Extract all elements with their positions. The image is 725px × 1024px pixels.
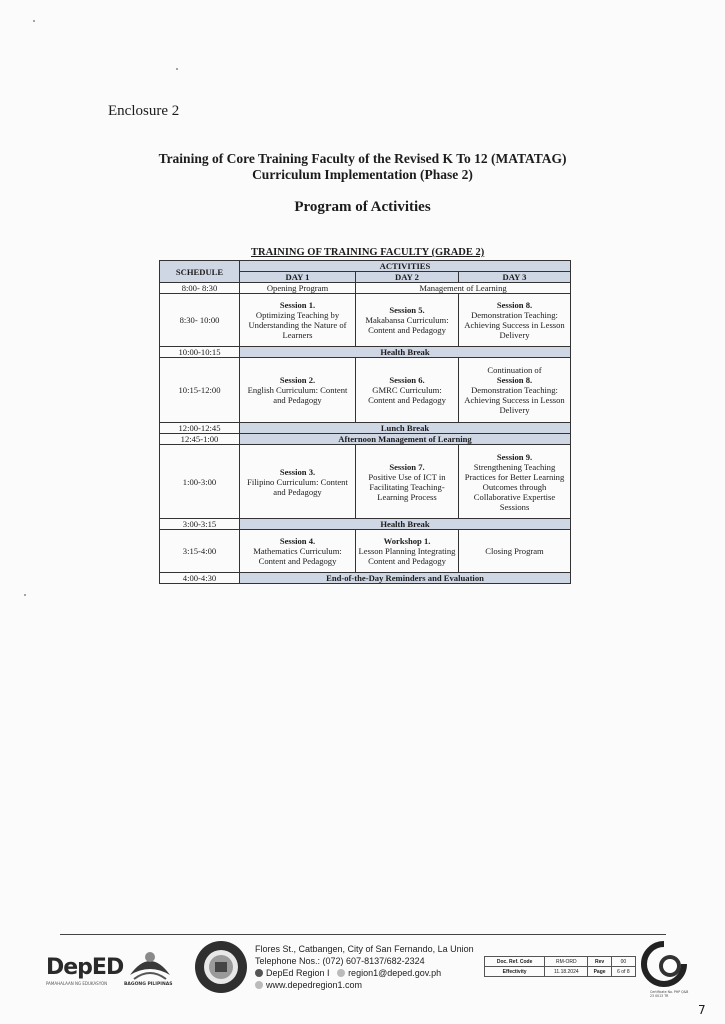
rev-value: 00 [611, 957, 635, 967]
page-label: Page [588, 967, 611, 977]
break-cell: Health Break [240, 519, 571, 530]
table-row [160, 519, 571, 530]
day-header: DAY 1 [240, 272, 356, 283]
activity-cell: Management of Learning [356, 283, 571, 294]
footer-divider [60, 934, 666, 935]
time-cell: 3:15-4:00 [160, 530, 240, 573]
schedule-header: SCHEDULE [160, 261, 240, 283]
session-text: Demonstration Teaching: Achieving Success in Lesson Delivery [464, 385, 565, 415]
email-text: region1@deped.gov.ph [348, 968, 442, 978]
table-row [160, 347, 571, 358]
time-cell: 3:00-3:15 [160, 519, 240, 530]
deped-region-seal-icon [194, 940, 248, 994]
session-title: Session 8. [496, 300, 533, 310]
session-text: Mathematics Curriculum: Content and Pedagogy [253, 546, 342, 566]
time-cell: 10:00-10:15 [160, 347, 240, 358]
day-header: DAY 3 [459, 272, 571, 283]
session-text: Positive Use of ICT in Facilitating Teaching-Learning Process [368, 471, 446, 502]
website-row [255, 979, 474, 991]
document-title-line1: Training of Core Training Faculty of the Revised K To 12 (MATATAG) [158, 151, 567, 166]
table-caption: TRAINING OF TRAINING FACULTY (GRADE 2) [251, 247, 485, 258]
break-cell: Afternoon Management of Learning [240, 434, 571, 445]
table-row [160, 283, 571, 294]
bagong-pilipinas-logo-icon [126, 945, 174, 985]
session-text: Demonstration Teaching: Achieving Success in Lesson Delivery [464, 310, 565, 340]
session-text: GMRC Curriculum: Content and Pedagogy [368, 385, 446, 405]
session-text: Makabansa Curriculum: Content and Pedagogy [365, 315, 449, 335]
session-title: Session 6. [389, 375, 425, 385]
activity-cell [240, 358, 356, 423]
scan-speck [33, 20, 35, 22]
facebook-icon [255, 969, 263, 977]
table-row [160, 358, 571, 423]
activity-cell [356, 530, 459, 573]
page-value: 6 of 8 [611, 967, 635, 977]
doc-ref-value: RM-ORD [545, 957, 588, 967]
telephone-text: Telephone Nos.: (072) 607-8137/682-2324 [255, 956, 425, 966]
time-cell: 8:00- 8:30 [160, 283, 240, 294]
session-title: Session 4. [279, 536, 316, 546]
rev-label: Rev [588, 957, 611, 967]
globe-icon [255, 981, 263, 989]
schedule-table [159, 260, 571, 584]
time-cell: 12:45-1:00 [160, 434, 240, 445]
session-text: Optimizing Teaching by Understanding the Nature of Learners [248, 310, 347, 340]
time-cell: 1:00-3:00 [160, 445, 240, 519]
activity-cell [459, 445, 571, 519]
social-row [255, 967, 474, 979]
iso-certificate-text: Certificate No. PHP Q&B 23 0013 TR [650, 990, 689, 998]
website-text: www.depedregion1.com [266, 980, 363, 990]
facebook-text: DepEd Region I [266, 968, 330, 978]
session-text: Lesson Planning Integrating Content and Pedagogy [358, 546, 456, 566]
activity-cell: Closing Program [459, 530, 571, 573]
email-icon [337, 969, 345, 977]
session-title: Session 1. [279, 300, 316, 310]
session-title: Session 5. [389, 305, 425, 315]
time-cell: 4:00-4:30 [160, 573, 240, 584]
activities-header: ACTIVITIES [240, 261, 571, 272]
program-heading: Program of Activities [294, 199, 431, 215]
activity-cell [459, 358, 571, 423]
iso-certification-icon [640, 940, 688, 988]
handwritten-page-number: 7 [698, 1003, 706, 1017]
scan-speck [176, 68, 178, 70]
bagong-pilipinas-label: BAGONG PILIPINAS [124, 982, 173, 987]
session-title: Session 3. [279, 466, 316, 477]
document-reference-table [484, 956, 636, 977]
table-row [160, 434, 571, 445]
activity-cell [356, 358, 459, 423]
session-text: Strengthening Teaching Practices for Better Learning Outcomes through Collaborative Expertise Sessions [464, 461, 565, 512]
time-cell: 10:15-12:00 [160, 358, 240, 423]
time-cell: 8:30- 10:00 [160, 294, 240, 347]
table-row [160, 573, 571, 584]
activity-cell: Opening Program [240, 283, 356, 294]
session-title: Session 7. [389, 461, 425, 472]
doc-ref-label: Doc. Ref. Code [485, 957, 545, 967]
session-title: Session 2. [279, 375, 316, 385]
address-text: Flores St., Catbangen, City of San Fernando, La Union [255, 944, 474, 954]
session-text: Filipino Curriculum: Content and Pedagogy [247, 476, 348, 497]
effectivity-label: Effectivity [485, 967, 545, 977]
activity-cell [356, 445, 459, 519]
session-title: Workshop 1. [383, 536, 431, 546]
deped-tagline: PAMAHALAAN NG EDUKASYON [46, 981, 108, 986]
break-cell: End-of-the-Day Reminders and Evaluation [240, 573, 571, 584]
activity-cell [240, 445, 356, 519]
session-pretext: Continuation of [487, 365, 542, 375]
table-row [160, 445, 571, 519]
document-title-line2: Curriculum Implementation (Phase 2) [252, 167, 473, 182]
activity-cell [356, 294, 459, 347]
effectivity-value: 11.18.2024 [545, 967, 588, 977]
table-row [160, 423, 571, 434]
contact-block [255, 943, 474, 991]
table-row [160, 530, 571, 573]
activity-cell [459, 294, 571, 347]
session-title: Session 9. [496, 451, 533, 462]
day-header: DAY 2 [356, 272, 459, 283]
deped-logo: DepED [46, 955, 124, 980]
activity-cell [240, 294, 356, 347]
session-title: Session 8. [496, 375, 533, 385]
time-cell: 12:00-12:45 [160, 423, 240, 434]
enclosure-label: Enclosure 2 [108, 103, 180, 119]
scan-speck [24, 594, 26, 596]
break-cell: Health Break [240, 347, 571, 358]
break-cell: Lunch Break [240, 423, 571, 434]
activity-cell [240, 530, 356, 573]
table-row [160, 294, 571, 347]
session-text: English Curriculum: Content and Pedagogy [247, 385, 348, 405]
